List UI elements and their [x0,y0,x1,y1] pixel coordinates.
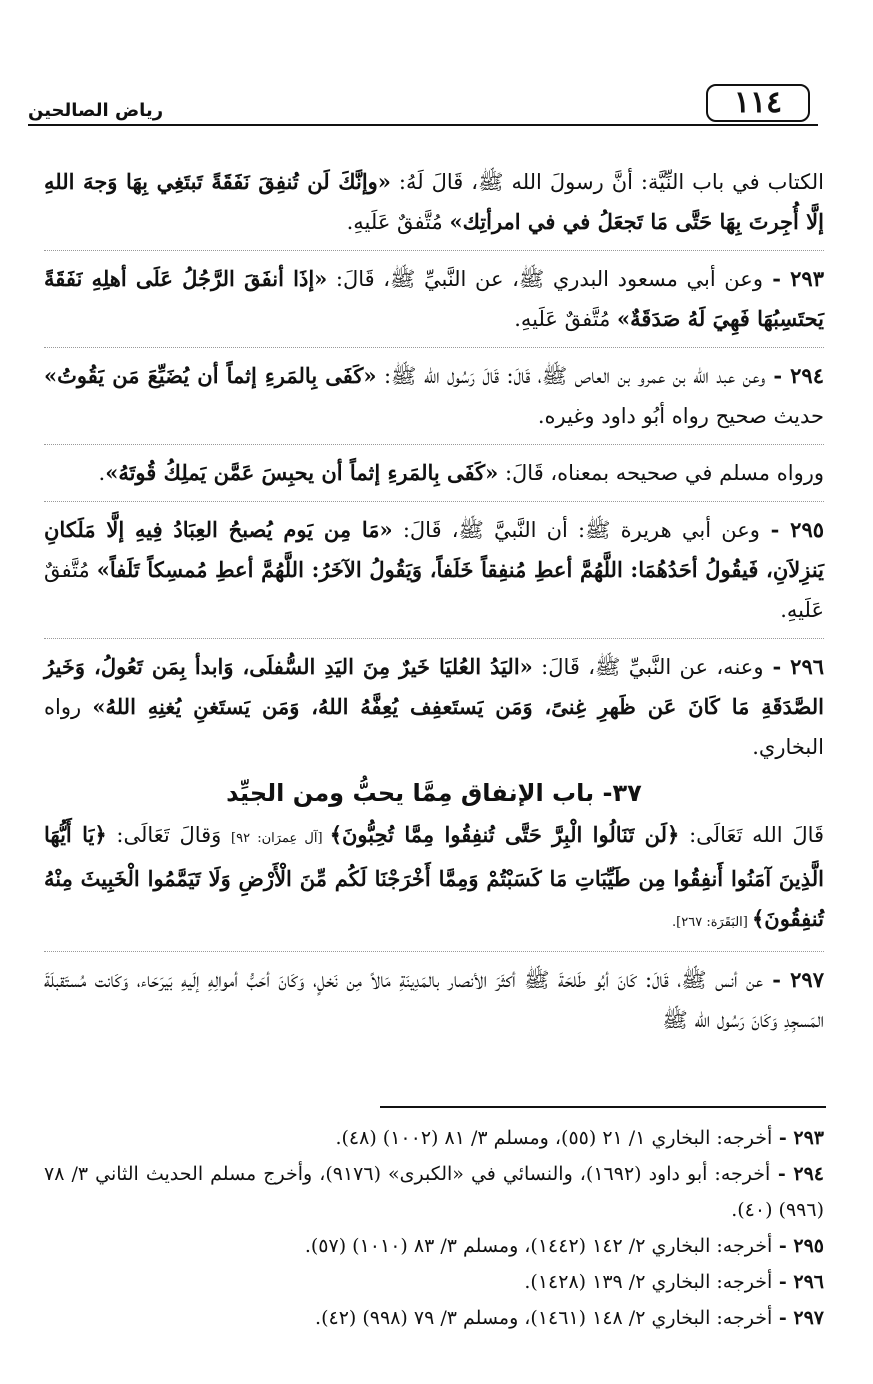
page-number: ١١٤ [706,84,810,122]
hadith-296 [44,647,824,767]
separator [44,444,824,445]
chapter-title: ٣٧- باب الإنفاق مِمَّا يحبُّ ومن الجيِّد [226,779,642,807]
footnote-294 [44,1156,824,1228]
hadith-number: ٢٩٧ - [763,967,824,992]
footnote-text: أخرجه: البخاري ٢/ ١٤٨ (١٤٦١)، ومسلم ٣/ ٧٩ (٩٩٨) (٤٢). [315,1307,773,1329]
paragraph-text: قَالَ الله تَعَالَى: [679,823,825,847]
paragraph-text: مُتَّفقٌ عَلَيهِ. [346,210,450,234]
hadith-number: ٢٩٣ - [762,266,824,291]
footnotes [44,1120,824,1336]
hadith-294-muslim [44,453,824,493]
page-body [44,162,824,1048]
paragraph-text: . [98,461,106,485]
footnote-number: ٢٩٦ - [772,1271,824,1293]
separator [44,951,824,952]
hadith-text: «مَا مِن يَوم يُصبحُ العِبَادُ فِيهِ إلَّا مَلَكانِ يَنزِلاَنِ، فَيقُولُ أحَدُهُمَا: اللَّهُمَّ أعطِ مُنفِقاً خَلَفاً، وَيَقُولُ الآخَرُ: اللَّهُمَّ أعطِ مُمسِكاً تَلَفاً» [44,517,824,582]
paragraph-text: عن أنس ﷺ، قَالَ: كَانَ أبُو طَلحَةَ ﷺ أكثَرَ الأنصار بالمَدِينَةِ مَالاً مِن نَخلٍ، وَكَانَ أحَبُّ أموالِهِ إلَيهِ بَيرَحَاء، وَكَانت مُستَقبلَةَ المَسجِدِ وَكَانَ رَسُول الله ﷺ [44,968,824,1032]
footnote-text: أخرجه: البخاري ٢/ ١٤٢ (١٤٤٢)، ومسلم ٣/ ٨٣ (١٠١٠) (٥٧). [304,1235,773,1257]
hadith-text: «كَفَى بِالمَرءِ إثماً أن يُضَيِّعَ مَن يَقُوتُ» [44,363,377,388]
hadith-294 [44,356,824,436]
hadith-number: ٢٩٦ - [763,654,825,679]
paragraph-text: وعنه، عن النَّبيِّ ﷺ، قَالَ: [532,655,764,679]
separator [44,501,824,502]
footnote-number: ٢٩٣ - [772,1127,824,1149]
paragraph-text: رواه البخاري. [44,695,824,759]
footnote-297 [44,1300,824,1336]
paragraph-text: مُتَّفقٌ عَلَيهِ. [44,558,824,622]
footnote-295 [44,1228,824,1264]
hadith-295 [44,510,824,630]
paragraph-text: وعن أبي هريرة ﷺ: أن النَّبيَّ ﷺ، قَالَ: [392,518,760,542]
separator [44,347,824,348]
footnote-text: أخرجه: البخاري ١/ ٢١ (٥٥)، ومسلم ٣/ ٨١ (١٠٠٢) (٤٨). [335,1127,773,1149]
footnote-text: أخرجه: البخاري ٢/ ١٣٩ (١٤٢٨). [524,1271,773,1293]
verse-reference: [آل عِمرَان: ٩٢] [231,831,330,846]
footnote-rule [380,1106,826,1108]
quran-verse: ﴿يَا أَيُّهَا الَّذِينَ آمَنُوا أَنفِقُوا مِن طَيِّبَاتِ مَا كَسَبْتُمْ وَمِمَّا أَخْرَجْنَا لَكُم مِّنَ الْأَرْضِ وَلَا تَيَمَّمُوا الْخَبِيثَ مِنْهُ تُنفِقُونَ﴾ [44,822,824,931]
footnote-296 [44,1264,824,1300]
verse-reference: [البَقَرَة: ٢٦٧]. [672,915,752,930]
hadith-text: «وإنَّكَ لَن تُنفِقَ نَفَقَةً تَبتَغِي بِهَا وَجهَ اللهِ إلَّا أُجِرتَ بِهَا حَتَّى مَا تَجعَلُ في في امرأتِك» [44,169,824,234]
footnote-number: ٢٩٤ - [770,1163,824,1185]
footnote-number: ٢٩٥ - [772,1235,824,1257]
paragraph-text: ورواه مسلم في صحيحه بمعناه، قَالَ: [498,461,824,485]
paragraph-text: وَقالَ تَعَالَى: [106,823,232,847]
running-title: رياض الصالحين [28,100,164,121]
hadith-293 [44,259,824,339]
paragraph-text: وعن عبد الله بن عمرو بن العاص ﷺ، قَالَ: قَالَ رَسُول الله ﷺ: [376,364,766,388]
footnote-number: ٢٩٧ - [772,1307,824,1329]
chapter-intro [44,815,824,943]
separator [44,250,824,251]
hadith-297 [44,960,824,1040]
quran-verse: ﴿لَن تَنَالُوا الْبِرَّ حَتَّى تُنفِقُوا مِمَّا تُحِبُّونَ﴾ [329,822,680,847]
header-rule [28,124,818,126]
paragraph-text: وعن أبي مسعود البدري ﷺ، عن النَّبيِّ ﷺ، قَالَ: [327,267,763,291]
hadith-text: «كَفَى بِالمَرءِ إثماً أن يحبِسَ عَمَّن يَملِكُ قُوتَهُ» [105,460,499,485]
page-header [28,78,818,130]
hadith-text: «إذَا أنفَقَ الرَّجُلُ عَلَى أهلِهِ نَفَقَةً يَحتَسِبُهَا فَهِيَ لَهُ صَدَقَةٌ» [44,266,824,331]
hadith-number: ٢٩٤ - [765,363,824,388]
footnote-293 [44,1120,824,1156]
footnote-text: أخرجه: أبو داود (١٦٩٢)، والنسائي في «الكبرى» (٩١٧٦)، وأخرج مسلم الحديث الثاني ٣/ ٧٨ (٩٩٦) (٤٠). [44,1163,824,1221]
separator [44,638,824,639]
paragraph-text: الكتاب في باب النِّيَّة: أنَّ رسولَ الله ﷺ، قَالَ لَهُ: [390,170,825,194]
hadith-number: ٢٩٥ - [759,517,825,542]
paragraph-text: مُتَّفقٌ عَلَيهِ. [514,307,618,331]
paragraph-continued [44,162,824,242]
hadith-text: «اليَدُ العُليَا خَيرٌ مِنَ اليَدِ السُّفلَى، وَابدأ بِمَن تَعُولُ، وَخَيرُ الصَّدَقَةِ مَا كَانَ عَن ظَهرِ غِنىً، وَمَن يَستَعفِف يُعِفَّهُ اللهُ، وَمَن يَستَغنِ يُغنِهِ اللهُ» [44,654,824,719]
paragraph-text: حديث صحيح رواه أبُو داود وغيره. [537,404,824,428]
